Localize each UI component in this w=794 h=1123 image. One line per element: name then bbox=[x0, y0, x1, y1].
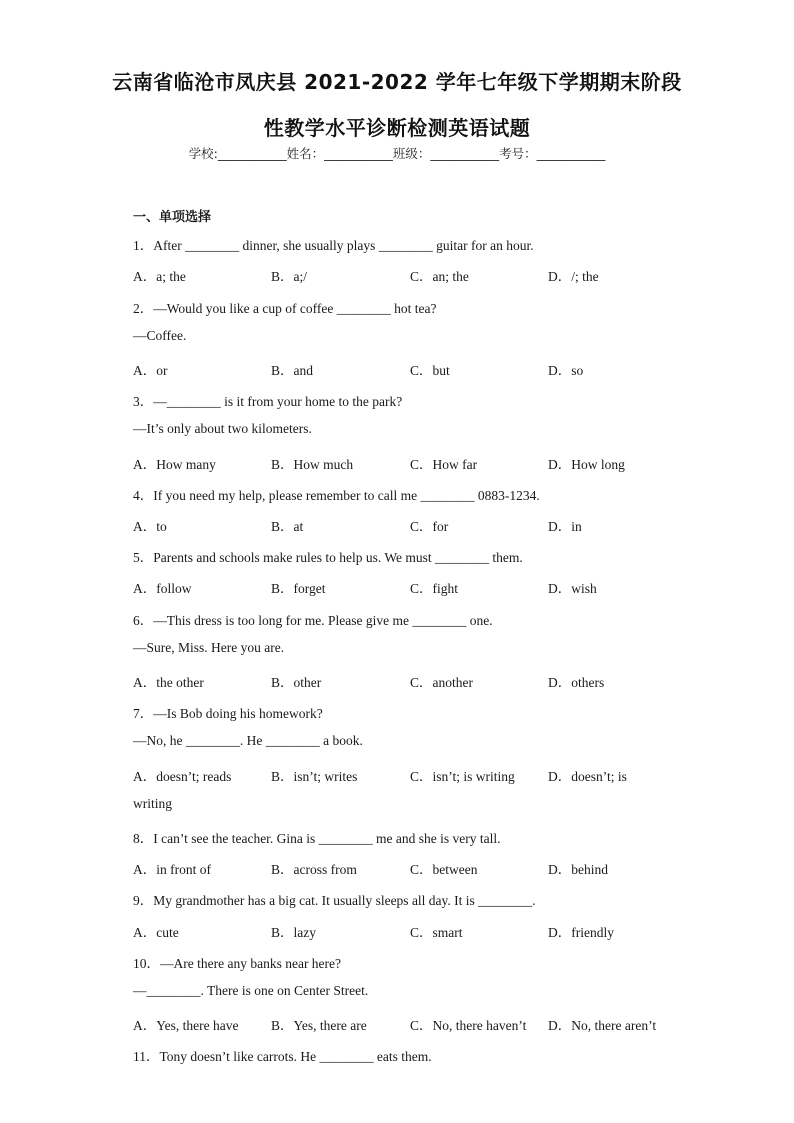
question-9-option-c[interactable]: C．smart bbox=[410, 925, 463, 940]
question-3-option-a[interactable]: A．How many bbox=[133, 457, 216, 472]
question-6-reply: —Sure, Miss. Here you are. bbox=[133, 640, 285, 655]
question-2-option-a[interactable]: A．or bbox=[133, 363, 168, 378]
question-3-option-c[interactable]: C．How far bbox=[410, 457, 478, 472]
question-8-option-b[interactable]: B．across from bbox=[271, 862, 357, 877]
question-4-option-a[interactable]: A．to bbox=[133, 519, 167, 534]
question-1-option-a[interactable]: A．a; the bbox=[133, 269, 186, 284]
exam-title-line-1: 云南省临沧市凤庆县 2021-2022 学年七年级下学期期末阶段 bbox=[112, 70, 682, 94]
question-3-option-b[interactable]: B．How much bbox=[271, 457, 354, 472]
question-5-stem: 5．Parents and schools make rules to help us. We must ________ them. bbox=[133, 550, 523, 565]
question-10-option-a[interactable]: A．Yes, there have bbox=[133, 1018, 239, 1033]
question-3-option-d[interactable]: D．How long bbox=[548, 457, 625, 472]
question-6-stem: 6．—This dress is too long for me. Please give me ________ one. bbox=[133, 613, 493, 628]
question-5-option-a[interactable]: A．follow bbox=[133, 581, 192, 596]
question-7-option-a[interactable]: A．doesn’t; reads bbox=[133, 769, 232, 784]
question-9-stem: 9．My grandmother has a big cat. It usually sleeps all day. It is ________. bbox=[133, 893, 536, 908]
question-1-stem: 1．After ________ dinner, she usually plays ________ guitar for an hour. bbox=[133, 238, 534, 253]
question-4-option-d[interactable]: D．in bbox=[548, 519, 582, 534]
question-1-option-c[interactable]: C．an; the bbox=[410, 269, 469, 284]
question-6-option-c[interactable]: C．another bbox=[410, 675, 473, 690]
question-7-option-b[interactable]: B．isn’t; writes bbox=[271, 769, 358, 784]
exam-title-line-2: 性教学水平诊断检测英语试题 bbox=[263, 116, 531, 140]
question-4-stem: 4．If you need my help, please remember to call me ________ 0883-1234. bbox=[133, 488, 540, 503]
question-2-stem: 2．—Would you like a cup of coffee ________ hot tea? bbox=[133, 301, 437, 316]
question-10-option-b[interactable]: B．Yes, there are bbox=[271, 1018, 367, 1033]
question-6-option-d[interactable]: D．others bbox=[548, 675, 605, 690]
question-7-option-c[interactable]: C．isn’t; is writing bbox=[410, 769, 515, 784]
question-7-option-d-wrap: writing bbox=[133, 796, 172, 811]
question-5-option-d[interactable]: D．wish bbox=[548, 581, 597, 596]
question-8-option-d[interactable]: D．behind bbox=[548, 862, 608, 877]
question-9-option-b[interactable]: B．lazy bbox=[271, 925, 316, 940]
question-2-option-b[interactable]: B．and bbox=[271, 363, 313, 378]
question-7-stem: 7．—Is Bob doing his homework? bbox=[133, 706, 323, 721]
question-2-option-c[interactable]: C．but bbox=[410, 363, 450, 378]
question-8-stem: 8．I can’t see the teacher. Gina is ________ me and she is very tall. bbox=[133, 831, 501, 846]
question-7-reply: —No, he ________. He ________ a book. bbox=[133, 733, 363, 748]
question-2-option-d[interactable]: D．so bbox=[548, 363, 584, 378]
student-info-line: 学校:___________姓名：___________班级：___________考号：___________ bbox=[188, 146, 606, 161]
question-1-option-d[interactable]: D．/; the bbox=[548, 269, 599, 284]
question-9-option-a[interactable]: A．cute bbox=[133, 925, 179, 940]
question-10-stem: 10．—Are there any banks near here? bbox=[133, 956, 342, 971]
question-10-option-c[interactable]: C．No, there haven’t bbox=[410, 1018, 527, 1033]
question-1-option-b[interactable]: B．a;/ bbox=[271, 269, 307, 284]
question-8-option-c[interactable]: C．between bbox=[410, 862, 478, 877]
question-6-option-b[interactable]: B．other bbox=[271, 675, 322, 690]
question-5-option-c[interactable]: C．fight bbox=[410, 581, 459, 596]
question-4-option-c[interactable]: C．for bbox=[410, 519, 449, 534]
question-8-option-a[interactable]: A．in front of bbox=[133, 862, 211, 877]
question-3-stem: 3．—________ is it from your home to the park? bbox=[133, 394, 403, 409]
question-5-option-b[interactable]: B．forget bbox=[271, 581, 326, 596]
question-3-reply: —It’s only about two kilometers. bbox=[133, 421, 312, 436]
question-6-option-a[interactable]: A．the other bbox=[133, 675, 204, 690]
question-11-stem: 11．Tony doesn’t like carrots. He ________ eats them. bbox=[133, 1049, 432, 1064]
question-10-option-d[interactable]: D．No, there aren’t bbox=[548, 1018, 657, 1033]
question-7-option-d[interactable]: D．doesn’t; is bbox=[548, 769, 627, 784]
question-2-reply: —Coffee. bbox=[133, 328, 187, 343]
question-9-option-d[interactable]: D．friendly bbox=[548, 925, 614, 940]
question-4-option-b[interactable]: B．at bbox=[271, 519, 304, 534]
question-10-reply: —________. There is one on Center Street. bbox=[133, 983, 369, 998]
section-title: 一、单项选择 bbox=[133, 210, 212, 225]
